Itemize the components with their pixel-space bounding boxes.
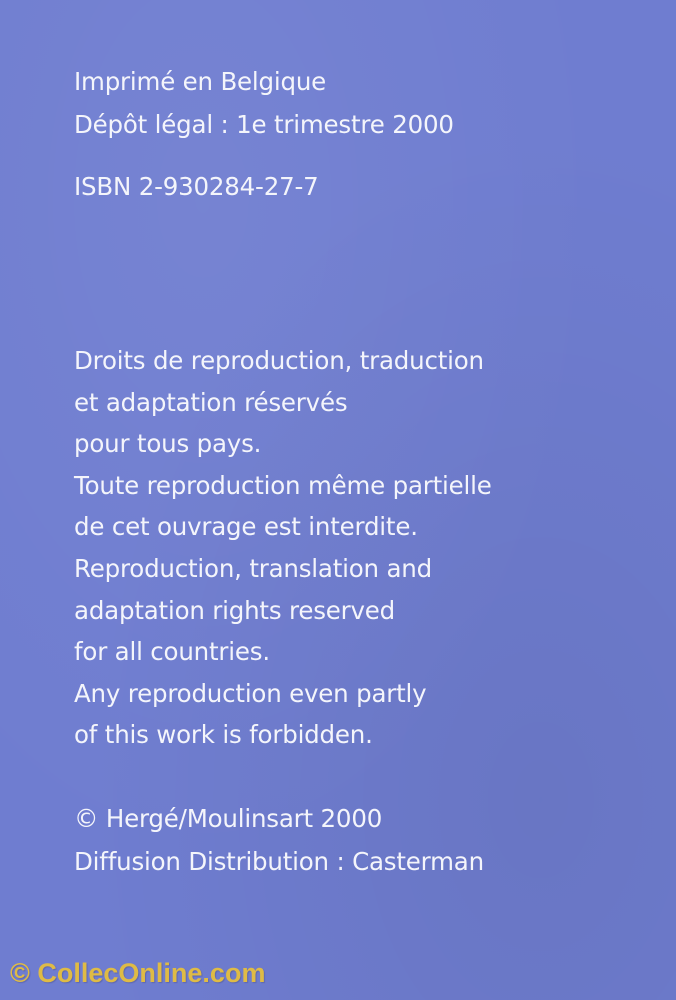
rights-line: de cet ouvrage est interdite. (74, 512, 418, 542)
isbn-line: ISBN 2-930284-27-7 (74, 172, 319, 201)
printing-info (74, 60, 454, 146)
rights-notice (74, 340, 492, 756)
rights-line: Reproduction, translation and (74, 553, 432, 583)
rights-line: Toute reproduction même partielle (74, 470, 492, 500)
rights-line: pour tous pays. (74, 429, 262, 459)
printed-in-line: Imprimé en Belgique (74, 67, 327, 96)
copyright-info (74, 797, 484, 883)
isbn-info (74, 165, 319, 208)
distribution-line: Diffusion Distribution : Casterman (74, 847, 484, 876)
rights-line: Any reproduction even partly (74, 678, 427, 708)
watermark: © CollecOnline.com (10, 958, 266, 988)
rights-line: adaptation rights reserved (74, 595, 396, 625)
copyright-line: © Hergé/Moulinsart 2000 (74, 804, 383, 833)
rights-line: Droits de reproduction, traduction (74, 346, 484, 375)
legal-deposit-line: Dépôt légal : 1e trimestre 2000 (74, 110, 454, 139)
rights-line: et adaptation réservés (74, 387, 348, 417)
rights-line: of this work is forbidden. (74, 720, 373, 750)
rights-line: for all countries. (74, 637, 270, 667)
